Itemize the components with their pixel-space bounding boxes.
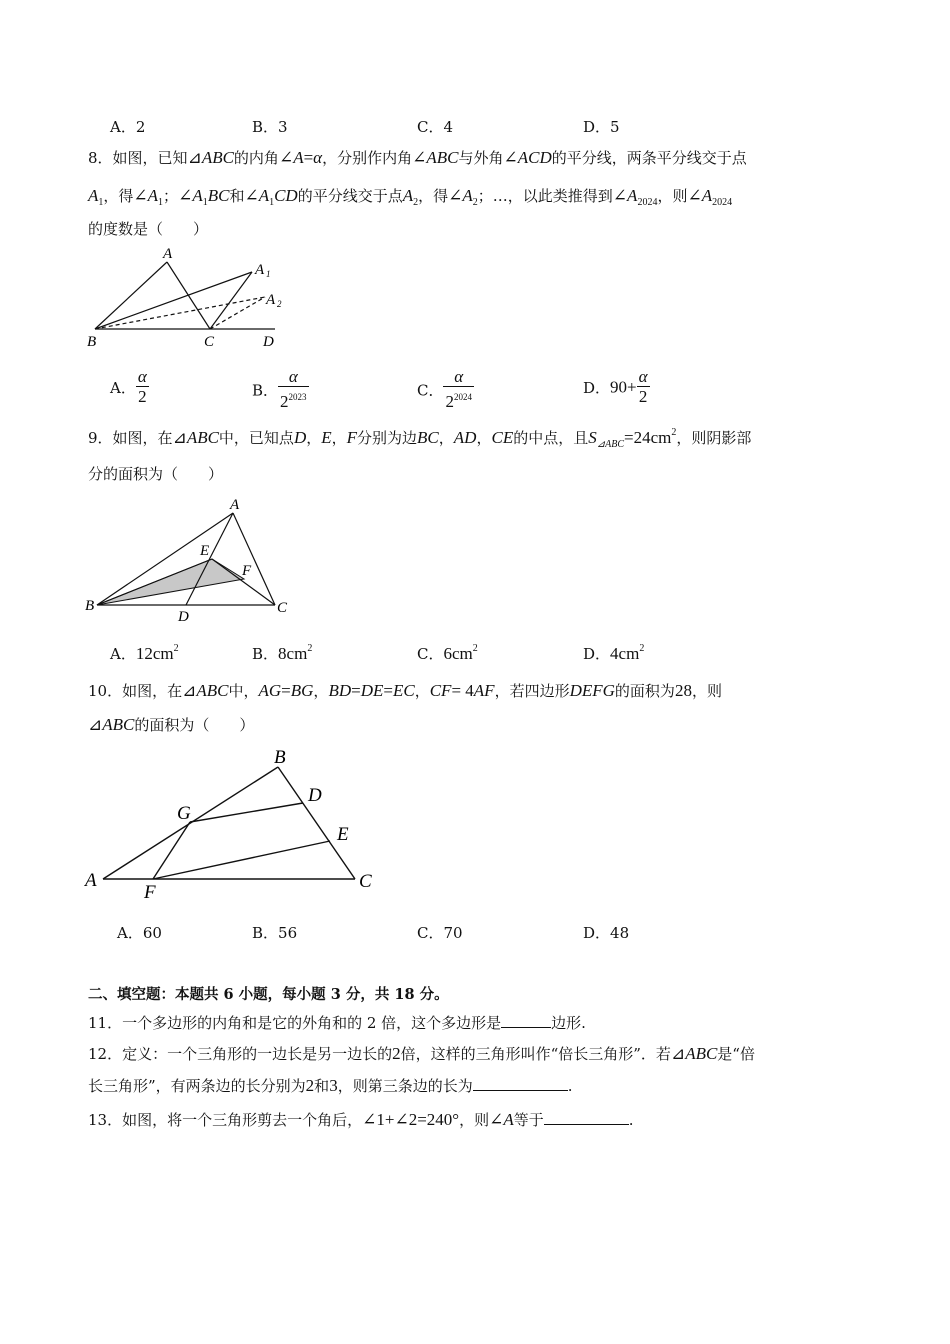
q9-option-c[interactable]: C．$6cm^2$ xyxy=(417,643,478,663)
q9-figure xyxy=(85,495,300,625)
q10-label-a: A xyxy=(85,870,97,891)
q10-label-d: D xyxy=(308,785,322,806)
q7-option-b[interactable]: B．3 xyxy=(252,118,288,136)
q7-option-a[interactable]: A．2 xyxy=(110,118,146,136)
q8-option-d[interactable]: D．90+ $\frac{\alpha}{2}$ xyxy=(583,367,648,406)
q8-stem-line2: $A_1$，得$\angle A_1$；$\angle A_1BC$和$\angle A_1CD$的平分线交于点$A_2$，得$\angle A_2$；…，以此类推得到$\angle A_{2024}$，则$\angle A_{2024}$ xyxy=(88,186,733,208)
q8-option-a[interactable]: A． $\frac{\alpha}{2}$ xyxy=(110,367,147,406)
q10-option-b[interactable]: B．56 xyxy=(252,924,298,942)
q8-label-b: B xyxy=(87,334,97,350)
q10-label-b: B xyxy=(274,747,286,768)
q9-stem-line1: 9．如图，在⊿ABC中，已知点D，E，F分别为边BC，AD，CE的中点，且$S_{⊿ABC}=24cm^2$，则阴影部 xyxy=(88,427,752,450)
q13-stem: 13．如图，将一个三角形剪去一个角后，∠1+∠2=240°，则∠A等于 . xyxy=(88,1110,634,1129)
q8-label-c: C xyxy=(204,334,215,350)
q9-line-ac xyxy=(233,513,275,605)
q12-answer-blank[interactable] xyxy=(473,1076,568,1091)
q11-stem: 11．一个多边形的内角和是它的外角和的 2 倍，这个多边形是 边形. xyxy=(88,1014,586,1032)
q10-line-fe xyxy=(153,841,330,879)
q9-option-a[interactable]: A．$12cm^2$ xyxy=(110,643,179,663)
q8-stem-line3: 的度数是（ ） xyxy=(88,220,209,238)
q9-line-ad xyxy=(186,513,233,605)
q8-option-c[interactable]: C． $\frac{\alpha}{2^{2024}}$ xyxy=(417,367,472,411)
q8-line-ca1 xyxy=(210,272,252,329)
q10-label-g: G xyxy=(177,803,191,824)
q9-label-c: C xyxy=(277,600,288,616)
q10-option-c[interactable]: C．70 xyxy=(417,924,463,942)
q9-label-b: B xyxy=(85,598,95,614)
q9-label-a: A xyxy=(230,497,240,513)
q10-figure xyxy=(85,745,385,903)
q9-label-f: F xyxy=(242,563,252,579)
q8-label-a: A xyxy=(163,246,173,262)
q9-option-b[interactable]: B．$8cm^2$ xyxy=(252,643,313,663)
q8-label-a1: A xyxy=(255,262,265,278)
q8-label-a2-sub: 2 xyxy=(277,299,282,309)
q9-option-d[interactable]: D．$4cm^2$ xyxy=(583,643,645,663)
q10-line-bc xyxy=(278,767,355,879)
q10-option-d[interactable]: D．48 xyxy=(583,924,630,942)
q7-option-d[interactable]: D．5 xyxy=(583,118,620,136)
q8-label-a2: A xyxy=(266,292,276,308)
q7-option-c[interactable]: C．4 xyxy=(417,118,454,136)
q8-stem-line1: 8．如图，已知⊿ABC的内角∠A=α，分别作内角∠ABC与外角∠ACD的平分线，两条平分线交于点 xyxy=(88,148,747,167)
q10-option-a[interactable]: A．60 xyxy=(117,924,162,942)
q8-option-b[interactable]: B． $\frac{\alpha}{2^{2023}}$ xyxy=(252,367,307,411)
q10-stem-line2: ⊿ABC的面积为（ ） xyxy=(88,715,255,734)
q10-line-gf xyxy=(153,822,190,879)
q12-stem-line1: 12．定义：一个三角形的一边长是另一边长的2倍，这样的三角形叫作“倍长三角形”．若⊿ABC是“倍 xyxy=(88,1044,755,1063)
q8-line-ca2 xyxy=(210,297,265,329)
section2-heading: 二、填空题：本题共 6 小题，每小题 3 分，共 18 分。 xyxy=(88,986,449,1003)
q10-label-f: F xyxy=(144,882,156,903)
q13-answer-blank[interactable] xyxy=(544,1110,629,1125)
q8-label-a1-sub: 1 xyxy=(266,269,271,279)
q9-label-d: D xyxy=(178,609,189,625)
q8-line-ba1 xyxy=(95,272,252,329)
q8-line-ba xyxy=(95,262,167,329)
q8-figure xyxy=(85,242,285,352)
q10-label-c: C xyxy=(359,871,372,892)
q12-stem-line2: 长三角形”，有两条边的长分别为2和3，则第三条边的长为 . xyxy=(88,1076,573,1095)
q8-line-ba2 xyxy=(95,297,265,329)
q9-stem-line2: 分的面积为（ ） xyxy=(88,465,224,483)
q9-label-e: E xyxy=(200,543,210,559)
q10-stem-line1: 10．如图，在⊿ABC中，AG=BG，BD=DE=EC，CF= 4AF，若四边形DEFG的面积为28，则 xyxy=(88,681,722,700)
q11-answer-blank[interactable] xyxy=(501,1013,551,1028)
q10-label-e: E xyxy=(337,824,349,845)
q8-label-d: D xyxy=(263,334,274,350)
